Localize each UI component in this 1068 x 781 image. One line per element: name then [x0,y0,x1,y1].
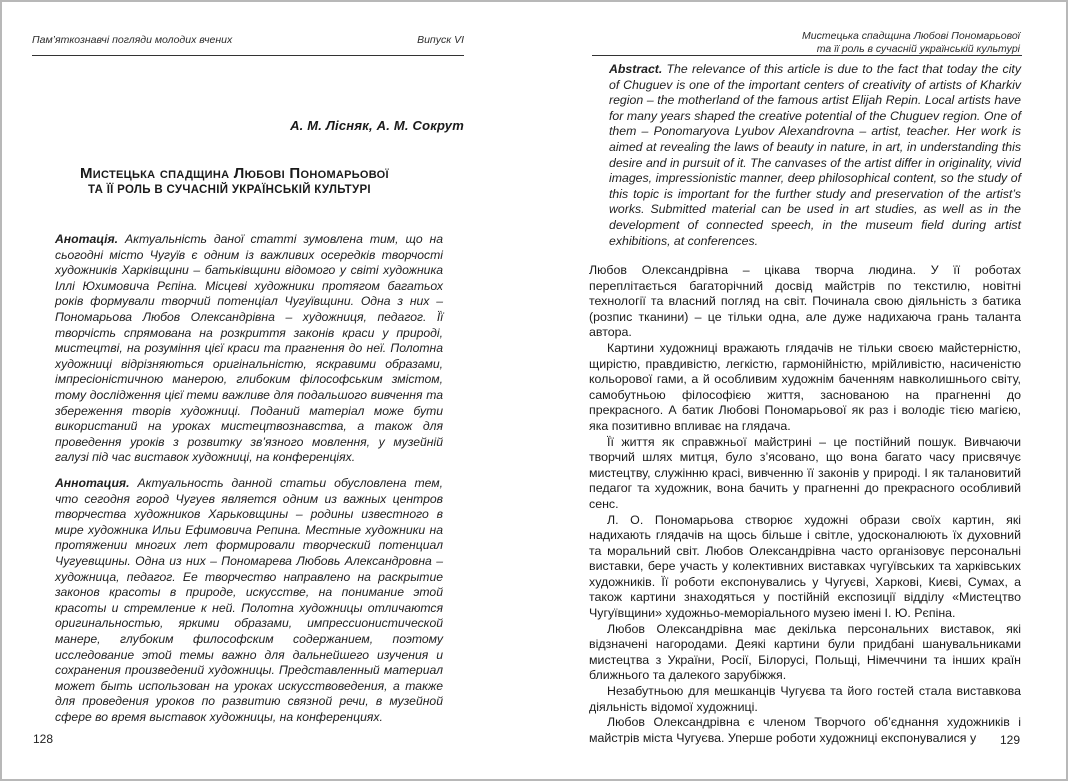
abstract-label: Анотація. [55,232,119,246]
running-header-right [802,30,1020,56]
page-number: 128 [33,732,54,746]
abstract-english [609,62,1021,249]
running-header-line2: та її роль в сучасній українській культурі [816,43,1020,55]
article-title-line1: Мистецька спадщина Любові Пономарьової [80,165,389,182]
abstract-text: The relevance of this article is due to the fact that today the city of Chuguev is one of the important centers of creativity of artists of Kharkiv region – the motherland of the famous artist Elijah Repin. Local artists have for many years shaped the creative potential of the Chuguev region. One of them – Ponomaryova Lyubov Alexandrovna – artist, teacher. Her work is aimed at revealing the laws of beauty in nature, in art, in understanding this desire and in pursuit of it. The canvases of the artist differ in originality, vivid images, impressionistic manner, deep philosophical content, so the study of this topic is important for the further study and preservation of the artist’s works. Submitted material can be used in art studies, as well as in the development of connected speech, in the museum field during artist exhibitions, at conferences. [609,62,1021,248]
right-page [534,0,1068,781]
abstract-ukrainian [55,232,443,466]
body-paragraph: Незабутньою для мешканців Чугуєва та його гостей стала виставкова діяльність відомої художниці. [589,684,1021,714]
journal-title: Пам’яткознавчі погляди молодих вчених [32,34,233,46]
body-paragraph: Любов Олександрівна має декілька персональних виставок, які відзначені нагородами. Деякі картини були придбані шанувальниками мистецтва з України, Росії, Білорусі, Польщі, Німеччини та інших країн ближнього та далекого зарубіжжя. [589,621,1021,683]
page-number: 129 [999,733,1020,747]
body-paragraph: Картини художниці вражають глядачів не тільки своєю майстерністю, щирістю, правдивістю, легкістю, гармонійністю, мрійливістю, насиченістю кольорової гами, а й особливим художнім баченням навколишнього світу, самобутньою філософією життя, заснованою на прагненні до прекрасного. А батик Любові Пономарьової як раз і володіє тією магією, яка позитивно впливає на глядача. [589,340,1021,433]
issue-number: Випуск VI [417,34,464,46]
body-paragraph: Любов Олександрівна – цікава творча людина. У її роботах переплітається багаторічний досвід майстрів по текстилю, новітні технології та власний погляд на світ. Починала свою діяльність з батика (розпис тканини) – це тільки одна, але дуже надихаюча грань таланта автора. [589,263,1021,340]
abstract-text: Актуальность данной статьи обусловлена тем, что сегодня город Чугуев является одним из важных центров творчества художников Харьковщины – родины известного в мире художника Ильи Ефимовича Репина. Местные художники на протяжении многих лет формировали творческий потенциал Чугуевщины. Одна из них – Пономарева Любовь Александровна – художница, педагог. Ее творчество направлено на раскрытие законов красоты в природе, искусстве, на понимание этой красоты и стремление к ней. Полотна художницы отличаются оригинальностью, яркими образами, импрессионистической манере, глубоким философским содержанием, поэтому исследование этой темы важно для дальнейшего изучения и сохранения произведений художницы. Представленный материал может быть использован на уроках искусствоведения, а также для проведения уроков по развитию связной речи, в музейной сфере во время выставок художницы, на конференциях. [55,476,443,724]
body-paragraph: Її життя як справжньої майстрині – це постійний пошук. Вивчаючи творчий шлях митця, було з’ясовано, що вона багато часу присвячує мистецтву, служінню красі, вивченню її законів у природі. І як талановитий педагог та художник, вона бачить у прагненні до прекрасного особливий сенс. [589,434,1021,511]
abstract-text: Актуальність даної статті зумовлена тим, що на сьогодні місто Чугуїв є одним із важливих осередків творчості художників Харківщини – батьківщини відомого у світі художника Іллі Юхимовича Рєпіна. Місцеві художники протягом багатьох років формували творчий потенціал Чугуївщини. Одна з них – Пономарьова Любов Олександрівна – художниця, педагог. Її творчість спрямована на розкриття законів краси у природі, мистецтві, на розуміння цієї краси та прагнення до неї. Полотна художниці відрізняються оригінальністю, яскравими образами, імпресіоністичною манерою, глибоким філософським змістом, тому дослідження цієї теми важливе для подальшого вивчення та збереження творів художниці. Поданий матеріал може бути використаний на уроках мистецтвознавства, а також для проведення уроків з розвитку зв’язного мовлення, у музейній галузі під час виставок художниці, на конференціях. [55,232,443,465]
header-rule [32,55,464,56]
article-body [589,263,1021,746]
authors: А. М. Лісняк, А. М. Сокрут [290,118,464,133]
abstract-russian [55,476,443,726]
body-paragraph: Любов Олександрівна є членом Творчого об’єднання художників і майстрів міста Чугуєва. Уперше роботи художниці експонувалися у [589,715,1021,745]
abstract-label: Abstract. [609,62,663,76]
running-header-line1: Мистецька спадщина Любові Пономарьової [802,30,1020,42]
header-rule [592,55,1022,56]
article-title-line2: ТА ЇЇ РОЛЬ В СУЧАСНІЙ УКРАЇНСЬКІЙ КУЛЬТУРІ [88,184,371,196]
body-paragraph: Л. О. Пономарьова створює художні образи своїх картин, які надихають глядачів на щось більше і світле, удосконалюють їх духовний та моральний світ. Любов Олександрівна часто організовує персональні виставки, бере участь у колективних виставках чугуївських та харківських художників. Її роботи експонувались у Чугуєві, Харкові, Києві, Сумах, а також картини знаходяться у постійній експозиції відділу «Мистецтво Чугуївщини» художньо-меморіального музею імені І. Ю. Рєпіна. [589,512,1021,621]
abstract-label: Аннотация. [55,476,130,490]
article-title [80,166,440,198]
